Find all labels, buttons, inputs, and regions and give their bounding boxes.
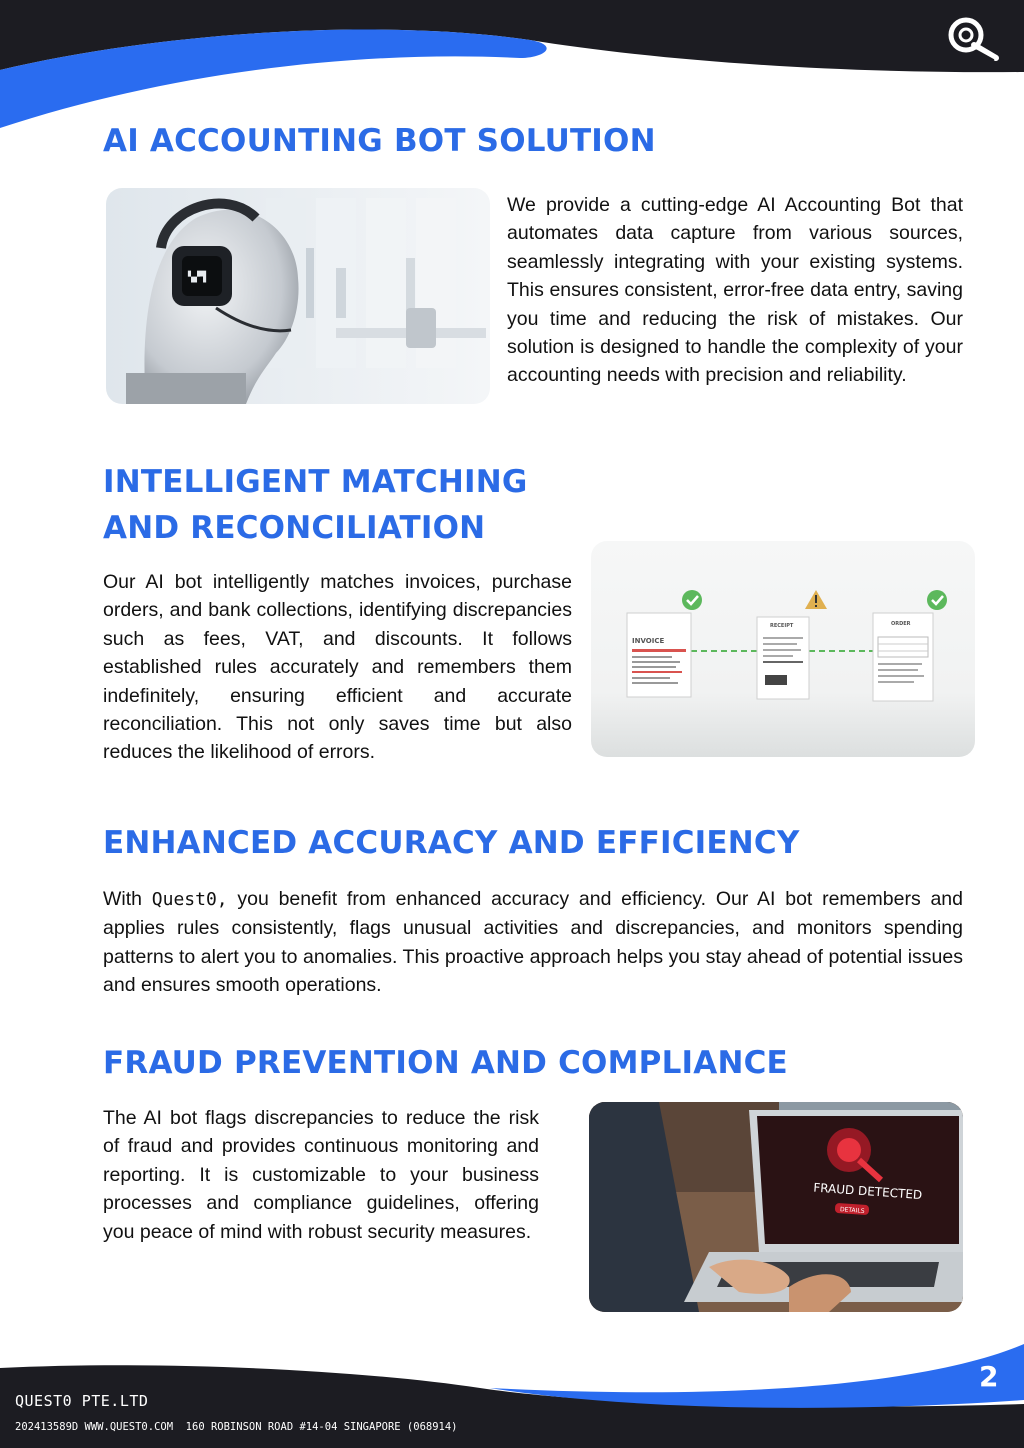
page-number: 2 (979, 1360, 999, 1393)
warning-icon-receipt (805, 590, 827, 609)
document-matching-image (591, 541, 975, 757)
order-label: ORDER (891, 621, 911, 627)
invoice-label: INVOICE (632, 637, 665, 645)
section-text-fraud: The AI bot flags discrepancies to reduce the risk of fraud and provides continuous monitoring and reporting. It is customizable to your business processes and compliance guidelines, offering you peace of mind with robust security measures. (103, 1107, 539, 1243)
check-icon-invoice (682, 590, 702, 610)
footer-details: 202413589D WWW.QUEST0.COM 160 ROBINSON ROAD #14-04 SINGAPORE (068914) (15, 1421, 458, 1433)
section-title-ai-accounting: AI ACCOUNTING BOT SOLUTION (103, 123, 656, 159)
robot-headset-image (106, 188, 490, 404)
svg-text:▚▞▜: ▚▞▜ (188, 272, 207, 283)
section-text-accuracy (103, 885, 963, 1000)
fraud-screen-text: FRAUD DETECTED (812, 1180, 923, 1203)
laptop-fraud-image (589, 1102, 963, 1312)
brand-name: Quest0, (151, 889, 228, 910)
fraud-details-text: DETAILS (839, 1206, 865, 1215)
text-prefix: With (103, 888, 152, 910)
logo-icon (936, 8, 1008, 66)
section-text-ai-accounting: We provide a cutting-edge AI Accounting Bot that automates data capture from various sources, seamlessly integrating with your existing systems. This ensures consistent, error-free data entry, saving you time and reducing the risk of mistakes. Our solution is designed to handle the complexity of your accounting needs with precision and reliability. (507, 194, 963, 387)
text-body: you benefit from enhanced accuracy and efficiency. Our AI bot remembers and applies rules consistently, flags unusual activities and discrepancies, and monitors spending patterns to alert you to anomalies. This proactive approach helps you stay ahead of potential issues and ensures smooth operations. (103, 888, 963, 997)
receipt-label: RECEIPT (770, 623, 794, 629)
section-title-fraud: FRAUD PREVENTION AND COMPLIANCE (103, 1045, 788, 1081)
section-title-matching-line1: INTELLIGENT MATCHING (103, 464, 528, 500)
section-title-accuracy: ENHANCED ACCURACY AND EFFICIENCY (103, 825, 800, 861)
section-title-matching-line2: AND RECONCILIATION (103, 510, 486, 546)
check-icon-order (927, 590, 947, 610)
footer-company: QUEST0 PTE.LTD (15, 1392, 149, 1410)
section-text-matching: Our AI bot intelligently matches invoices, purchase orders, and bank collections, identifying discrepancies such as fees, VAT, and discounts. It follows established rules accurately and remembers them indefinitely, ensuring efficient and accurate reconciliation. This not only saves time but also reduces the likelihood of errors. (103, 571, 572, 764)
